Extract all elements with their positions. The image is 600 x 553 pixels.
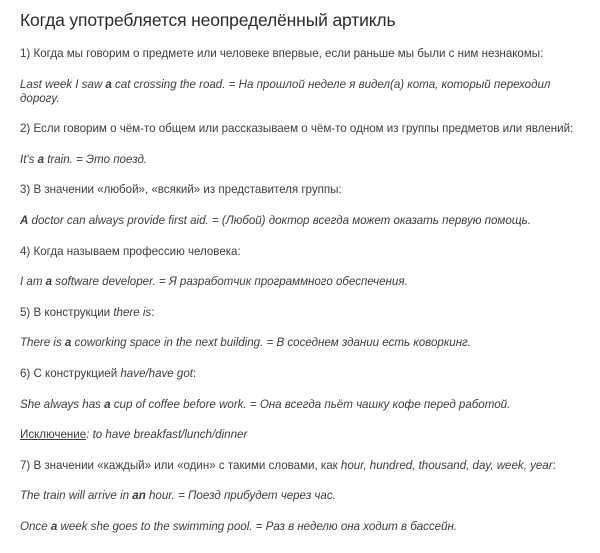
example-russian-6: Она всегда пьёт чашку кофе перед работой.	[259, 397, 511, 411]
indefinite-article-7a: an	[132, 489, 146, 503]
rule-paragraph-2	[20, 122, 580, 136]
rule-text-suffix-5: :	[151, 305, 155, 319]
page-title: Когда употребляется неопределённый артикль	[20, 10, 396, 30]
exception-label: Исключение	[20, 428, 87, 442]
example-english-prefix-6: She always has	[20, 397, 105, 411]
indefinite-article-3: A	[20, 213, 29, 227]
example-paragraph-6	[20, 398, 580, 412]
rule-paragraph-4	[20, 245, 580, 259]
example-russian-3: (Любой) доктор всегда может оказать первую помощь.	[221, 213, 531, 227]
rule-paragraph-1	[20, 47, 580, 61]
example-english-prefix-1: Last week I saw	[20, 77, 106, 91]
example-english-suffix-2: train. =	[44, 152, 87, 166]
indefinite-article-5: a	[64, 336, 72, 350]
rule-text-prefix-6: 6) С конструкцией	[20, 366, 121, 380]
indefinite-article-7b: a	[50, 519, 58, 533]
example-english-suffix-3: doctor can always provide first aid. =	[28, 213, 222, 227]
example-russian-7b: Раз в неделю она ходит в бассейн.	[265, 519, 458, 533]
rule-text-2: 2) Если говорим о чём-то общем или рассказываем о чём-то одном из группы предметов или явлений:	[20, 122, 574, 136]
example-paragraph-5	[20, 336, 580, 350]
rule-paragraph-7	[20, 459, 580, 473]
rule-text-suffix-7: :	[552, 458, 556, 472]
example-russian-7a: Поезд прибудет через час.	[188, 489, 336, 503]
example-english-suffix-4: software developer. =	[52, 275, 169, 289]
indefinite-article-6: a	[104, 397, 111, 411]
rule-paragraph-3	[20, 183, 580, 197]
example-english-suffix-5: coworking space in the next building. =	[71, 336, 277, 350]
exception-content: to have breakfast/lunch/dinner	[92, 428, 248, 442]
example-paragraph-7a	[20, 489, 580, 503]
example-paragraph-1	[20, 78, 580, 106]
example-english-suffix-7a: hour. =	[145, 489, 189, 503]
rule-text-3: 3) В значении «любой», «всякий» из представителя группы:	[20, 183, 342, 197]
example-english-prefix-7b: Once	[20, 519, 51, 533]
example-english-suffix-1: cat crossing the road. =	[111, 77, 239, 91]
example-paragraph-2	[20, 153, 580, 167]
rule-text-1: 1) Когда мы говорим о предмете или человеке впервые, если раньше мы были с ним незнакомы:	[20, 47, 544, 60]
example-russian-1: На прошлой неделе я видел(а) кота, который переходил дорогу.	[20, 77, 551, 105]
example-paragraph-4	[20, 275, 580, 289]
indefinite-article-2: a	[37, 152, 45, 166]
exception-separator: :	[86, 428, 93, 442]
rule-text-prefix-7: 7) В значении «каждый» или «один» с такими словами, как	[20, 458, 341, 472]
indefinite-article-4: a	[45, 275, 53, 289]
example-english-suffix-6: cup of coffee before work. =	[110, 397, 260, 411]
grammar-term-7: hour, hundred, thousand, day, week, year	[340, 458, 553, 472]
example-russian-2: Это поезд.	[86, 152, 148, 166]
grammar-term-5: there is	[113, 305, 152, 319]
example-russian-5: В соседнем здании есть коворкинг.	[276, 336, 471, 350]
rule-paragraph-6	[20, 367, 580, 381]
exception-paragraph	[20, 428, 580, 442]
rule-text-4: 4) Когда называем профессию человека:	[20, 244, 241, 258]
example-english-prefix-2: It's	[20, 152, 38, 166]
example-english-prefix-4: I am	[20, 275, 46, 289]
indefinite-article-1: a	[105, 77, 112, 91]
example-english-suffix-7b: week she goes to the swimming pool. =	[57, 519, 266, 533]
example-paragraph-3	[20, 214, 580, 228]
rule-text-prefix-5: 5) В конструкции	[20, 305, 114, 319]
grammar-term-6: have/have got	[120, 366, 193, 380]
example-russian-4: Я разработчик программного обеспечения.	[168, 275, 408, 289]
example-english-prefix-5: There is	[20, 336, 65, 350]
rule-paragraph-5	[20, 306, 580, 320]
rule-text-suffix-6: :	[192, 366, 197, 380]
example-paragraph-7b	[20, 520, 580, 534]
example-english-prefix-7a: The train will arrive in	[20, 489, 133, 503]
